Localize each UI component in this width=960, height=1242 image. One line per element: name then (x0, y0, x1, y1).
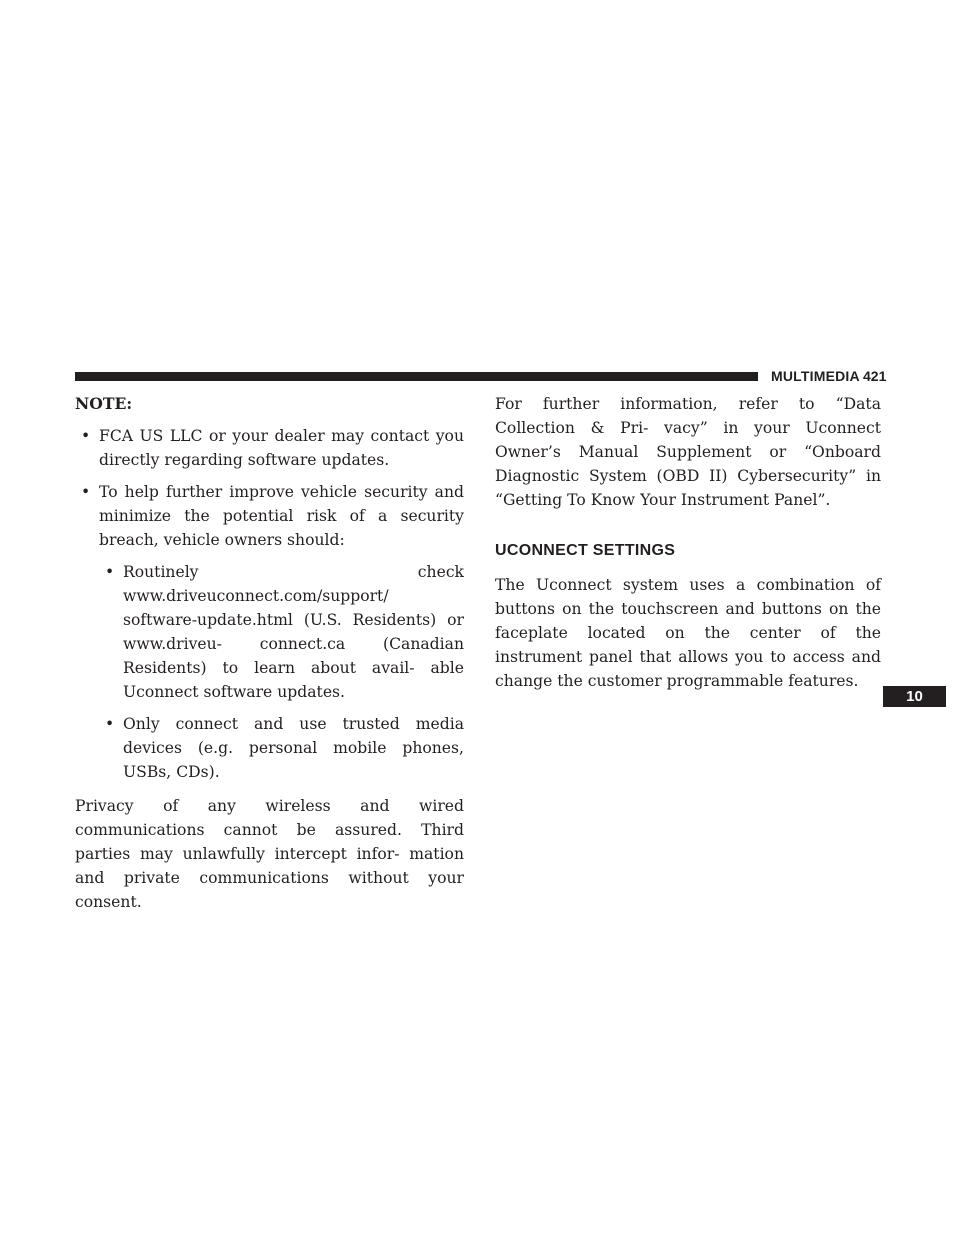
sub-bullet-list (99, 560, 464, 784)
list-item-text: To help further improve vehicle security and minimize the potential risk of a security breach, vehicle owners should: (99, 483, 464, 549)
page-number: 421 (863, 368, 887, 384)
note-label: NOTE: (75, 394, 133, 413)
right-column (495, 392, 881, 693)
list-item: • FCA US LLC or your dealer may contact you directly regarding software updates. (75, 424, 464, 472)
list-item (75, 480, 464, 784)
header-rule (75, 372, 758, 381)
sub-list-item: • Only connect and use trusted media devices (e.g. personal mobile phones, USBs, CDs). (99, 712, 464, 784)
left-column (75, 392, 464, 914)
section-heading: UCONNECT SETTINGS (495, 542, 676, 559)
privacy-paragraph: Privacy of any wireless and wired communications cannot be assured. Third parties may unlawfully intercept infor- mation and private communications without your consent. (75, 797, 464, 911)
settings-paragraph: The Uconnect system uses a combination of buttons on the touchscreen and buttons on the faceplate located on the center of the instrument panel that allows you to access and change the customer programmable features. (495, 576, 881, 690)
section-title: MULTIMEDIA (771, 368, 860, 384)
intro-paragraph: For further information, refer to “Data Collection & Pri- vacy” in your Uconnect Owner’s Manual Supplement or “Onboard Diagnostic System (OBD II) Cybersecurity” in “Getting To Know Your Instrument Panel”. (495, 395, 881, 509)
sub-list-item: • Routinely check www.driveuconnect.com/support/ software-update.html (U.S. Residents) or www.driveu- connect.ca (Canadian Residents) to learn about avail- able Uconnect software updates. (99, 560, 464, 704)
note-bullet-list (75, 424, 464, 784)
chapter-tab: 10 (883, 686, 946, 707)
